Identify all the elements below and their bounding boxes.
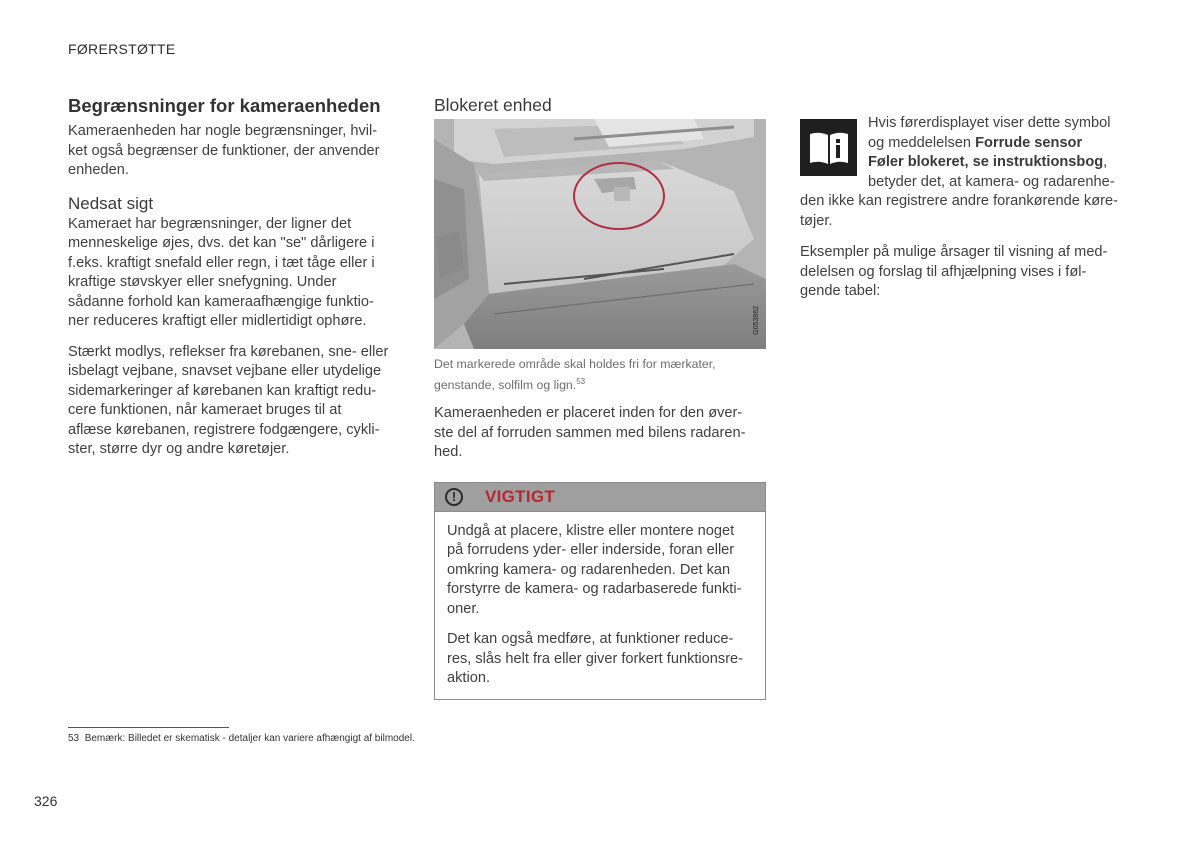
left-column [68,94,398,460]
figure-caption: Det markerede område skal holdes fri for mærkater, genstande, solfilm og lign.$^{53}$ [434,357,716,393]
footnote-ref: 53 [576,377,586,386]
figure-code: G053862 [753,306,760,335]
important-body [435,512,765,699]
footnote-number: 53 [68,733,80,744]
instruction-book-icon [800,119,857,176]
important-box [434,482,766,700]
exclamation-icon: ! [445,488,463,506]
subsection-title: Nedsat sigt [68,193,154,213]
backlight-paragraph: Stærkt modlys, reflekser fra kørebanen, sne- eller isbelagt vejbane, snavset vejbane eller utydelige sidemarkeringer af kørebanen kan kraftigt redu- cere funktionen, når kameraet bruges til at aflæse kørebanen, registrere fodgængere, cykli- ster, større dyr og andre køretøjer. [68,343,389,457]
examples-paragraph: Eksempler på mulige årsager til visning af med- delelsen og forslag til afhjælpning vises i føl- gende tabel: [800,244,1108,299]
right-column [800,114,1130,302]
info-row [800,114,1130,231]
reduced-visibility-paragraph: Kameraet har begrænsninger, der ligner det menneskelige øjes, dvs. det kan "se" dårligere i f.eks. kraftigt snefald eller regn, i tæt tåge eller i kraftige støvskyer eller snefygning. Under sådanne forhold kan kameraafhængige funktio- ner reduceres kraftigt eller midlertidigt ophøre. [68,215,375,329]
footnote-divider [68,727,229,728]
intro-paragraph: Kameraenheden har nogle begrænsninger, hvil- ket også begrænser de funktioner, der anvender enheden. [68,123,380,178]
section-header: FØRERSTØTTE [68,41,176,57]
message-name-line1: Forrude sensor [975,134,1083,151]
middle-column [434,94,766,700]
section-title: Begrænsninger for kameraenheden [68,95,381,116]
camera-location-paragraph: Kameraenheden er placeret inden for den øver- ste del af forruden sammen med bilens radaren- hed. [434,405,746,461]
important-paragraph-2: Det kan også medføre, at funktioner reduce- res, slås helt fra eller giver forkert funktionsre- aktion. [447,631,744,687]
blocked-unit-title: Blokeret enhed [434,95,552,115]
important-title: VIGTIGT [485,486,556,506]
footnote [68,733,415,744]
message-name-line2: Føler blokeret, se instruktionsbog [868,154,1104,170]
important-paragraph-1: Undgå at placere, klistre eller montere noget på forrudens yder- eller inderside, foran eller omkring kamera- og radarenheden. Det kan forstyrre de kamera- og radarbaserede funkti- oner. [447,522,742,617]
windshield-illustration [434,119,766,349]
info-paragraph: Hvis førerdisplayet viser dette symbol og meddelelsen Forrude sensor Føler blokeret, se instruktionsbog, betyder det, at kamera- og radarenhe- den ikke kan registrere andre forankørende køre- tøjer. [800,115,1118,229]
windshield-figure [434,119,766,349]
important-header [435,483,765,512]
page-number: 326 [34,793,58,809]
footnote-text: Bemærk: Billedet er skematisk - detaljer kan variere afhængigt af bilmodel. [84,733,415,744]
